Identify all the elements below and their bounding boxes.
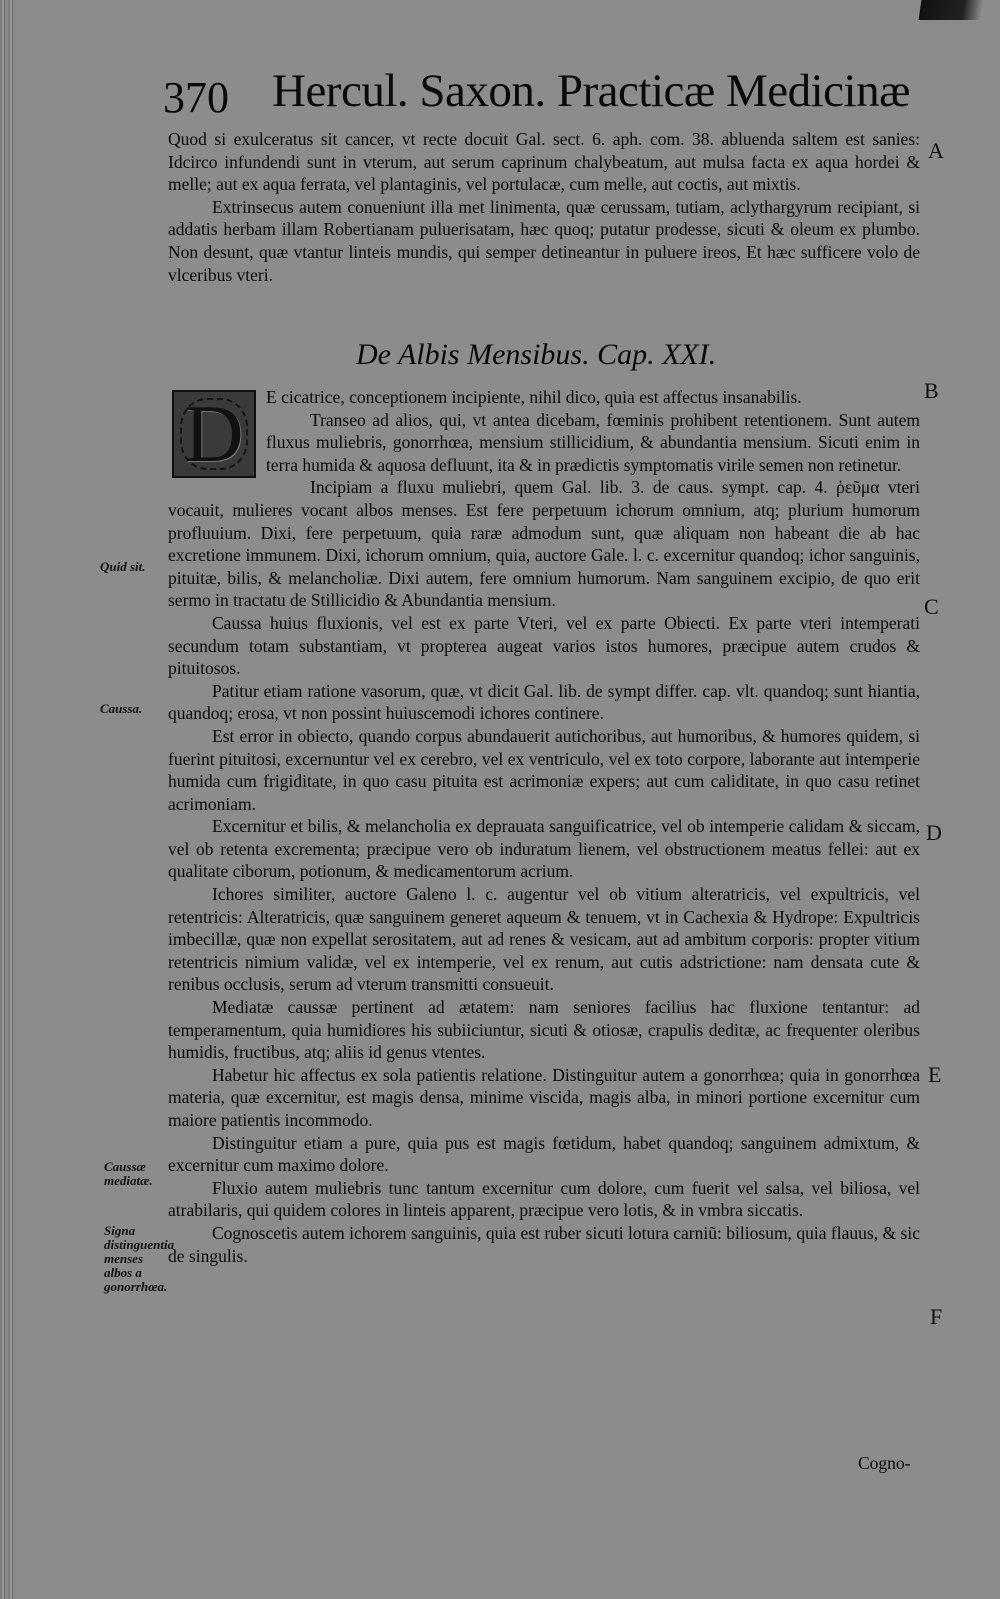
margin-letter-b: B: [924, 378, 939, 403]
paragraph: Ichores similiter, auctore Galeno l. c. augentur vel ob vitium alteratricis, vel expultricis, vel retentricis: Alteratricis, quæ sanguinem generet aqueum & tenuem, vt in Cachexia & Hydrope: Expultricis imbecillæ, quæ non expellat serositatem, aut ad renes & vesicam, aut ad ambitum corporis: propter vitium retentricis nimium validæ, vel ex intemperie, vel ex renum, aut cutis adstrictione: nam densata cute & renibus occlusis, serum ad vterum transmitti consueuit.: [168, 884, 920, 995]
paragraph: Extrinsecus autem conueniunt illa met linimenta, quæ cerussam, tutiam, aclythargyrum recipiant, si addatis herbam illam Robertianam puluerisatam, hæc quoq; putatur prodesse, sicuti & oleum ex plumbo. Non desunt, quæ vtantur linteis mundis, qui semper detineantur in puluere ireos, Et hæc sufficere volo de vlceribus vteri.: [168, 196, 920, 285]
paragraph: Transeo ad alios, qui, vt antea dicebam, fœminis prohibent retentionem. Sunt autem fluxus muliebris, gonorrhœa, mensium stillicidium, & abundantia mensium. Sicuti enim in terra humida & aquosa defluunt, ita & in prædictis symptomatis virile semen non retinetur.: [266, 409, 920, 475]
catchword: Cogno-: [858, 1453, 911, 1473]
paragraph: Caussa huius fluxionis, vel est ex parte Vteri, vel ex parte Obiecti. Ex parte vteri intemperati secundum totam substantiam, vt propterea augeat varios istos humores, præcipue autem crudos & pituitosos.: [168, 612, 920, 679]
paragraph: Mediatæ caussæ pertinent ad ætatem: nam seniores facilius hac fluxione tentantur: ad temperamentum, quia humidiores his subiiciuntur, sicuti & otiosæ, crapulis deditæ, ac frequenter oleribus humidis, fructibus, atq; aliis id genus vtentes.: [168, 997, 920, 1063]
margin-note-caussae-mediatae: Caussæ mediatæ.: [104, 1159, 153, 1188]
text-block-top: [168, 128, 920, 286]
text-block-main: [168, 386, 920, 1267]
chapter-heading: De Albis Mensibus. Cap. XXI.: [356, 338, 717, 371]
margin-letter-d: D: [926, 820, 942, 845]
margin-letter-f: F: [930, 1304, 943, 1329]
paragraph: E cicatrice, conceptionem incipiente, nihil dico, quia est affectus insanabilis.: [266, 387, 802, 407]
paragraph: Distinguitur etiam a pure, quia pus est magis fœtidum, habet quandoq; sanguinem admixtum, & excernitur cum maximo dolore.: [168, 1132, 920, 1176]
margin-note-quid-sit: Quid sit.: [100, 559, 146, 574]
paragraph: Est error in obiecto, quando corpus abundauerit autichoribus, aut humoribus, & humores quidem, si fuerint pituitosi, excernuntur vel ex cerebro, vel ex ventriculo, vel ex toto corpore, laborante aut intemperie humida cum frigiditate, in quo casu pituita est acrimoniæ expers; aut cum caliditate, in quo casu retinet acrimoniam.: [168, 725, 920, 814]
margin-letter-c: C: [924, 594, 939, 619]
paragraph: Quod si exulceratus sit cancer, vt recte docuit Gal. sect. 6. aph. com. 38. abluenda saltem est sanies: Idcirco infundendi sunt in vterum, aut serum caprinum chalybeatum, aut mulsa facta ex aqua hordei & melle; aut ex aqua ferrata, vel plantaginis, vel portulacæ, cum melle, aut coctis, aut mixtis.: [168, 129, 920, 195]
running-title: Hercul. Saxon. Practicæ Medicinæ: [272, 65, 910, 117]
paragraph: Fluxio autem muliebris tunc tantum excernitur cum dolore, cum fuerit vel salsa, vel biliosa, vel atrabilaris, qui quidem colores in linteis apparent, præcipue vero lotis, & in vmbra siccatis.: [168, 1177, 920, 1221]
paragraph: Cognoscetis autem ichorem sanguinis, quia est ruber sicuti lotura carniũ: biliosum, quia flauus, & sic de singulis.: [168, 1222, 920, 1266]
page-number: 370: [163, 73, 229, 122]
paragraph: Incipiam a fluxu muliebri, quem Gal. lib. 3. de caus. sympt. cap. 4. ῥεῦμα vteri vocauit, mulieres vocant albos menses. Est fere perpetuum ichorum omnium, atq; plurium humorum profluuium. Dixi, fere perpetuum, quia raræ admodum sunt, quæ aliquam non habeant die ab hac excretione immunem. Dixi, ichorum omnium, quia, auctore Gale. l. c. excernitur quandoq; ichor sanguinis, pituitæ, bilis, & melancholiæ. Dixi autem, fere omnium humorum. Nam sanguinem excipio, de quo erit sermo in tractatu de Stillicidio & Abundantia mensium.: [168, 477, 920, 611]
binding-edge: [0, 0, 16, 1599]
margin-letter-a: A: [928, 138, 944, 163]
margin-note-caussa: Caussa.: [100, 701, 143, 716]
paragraph: Patitur etiam ratione vasorum, quæ, vt dicit Gal. lib. de sympt differ. cap. vlt. quandoq; sunt hiantia, quandoq; erosa, vt non possint huiuscemodi ichores continere.: [168, 680, 920, 724]
paragraph: Habetur hic affectus ex sola patientis relatione. Distinguitur autem a gonorrhœa; quia in gonorrhœa materia, quæ excernitur, est magis densa, minime viscida, magis alba, in minori portione excernitur cum maiore patientis incommodo.: [168, 1064, 920, 1130]
ink-smudge: [919, 0, 984, 20]
paragraph: Excernitur et bilis, & melancholia ex deprauata sanguificatrice, vel ob intemperie calidam & siccam, vel ob retenta excrementa; præcipue vero ob induratum lienem, vel obstructionem meatus fellei: aut ex qualitate ciborum, potionum, & medicamentorum acrium.: [168, 816, 920, 882]
margin-letter-e: E: [928, 1062, 942, 1087]
decorated-initial: D: [172, 390, 256, 478]
margin-note-signa: Signa distinguentia menses albos a gonorrhœa.: [104, 1223, 175, 1294]
